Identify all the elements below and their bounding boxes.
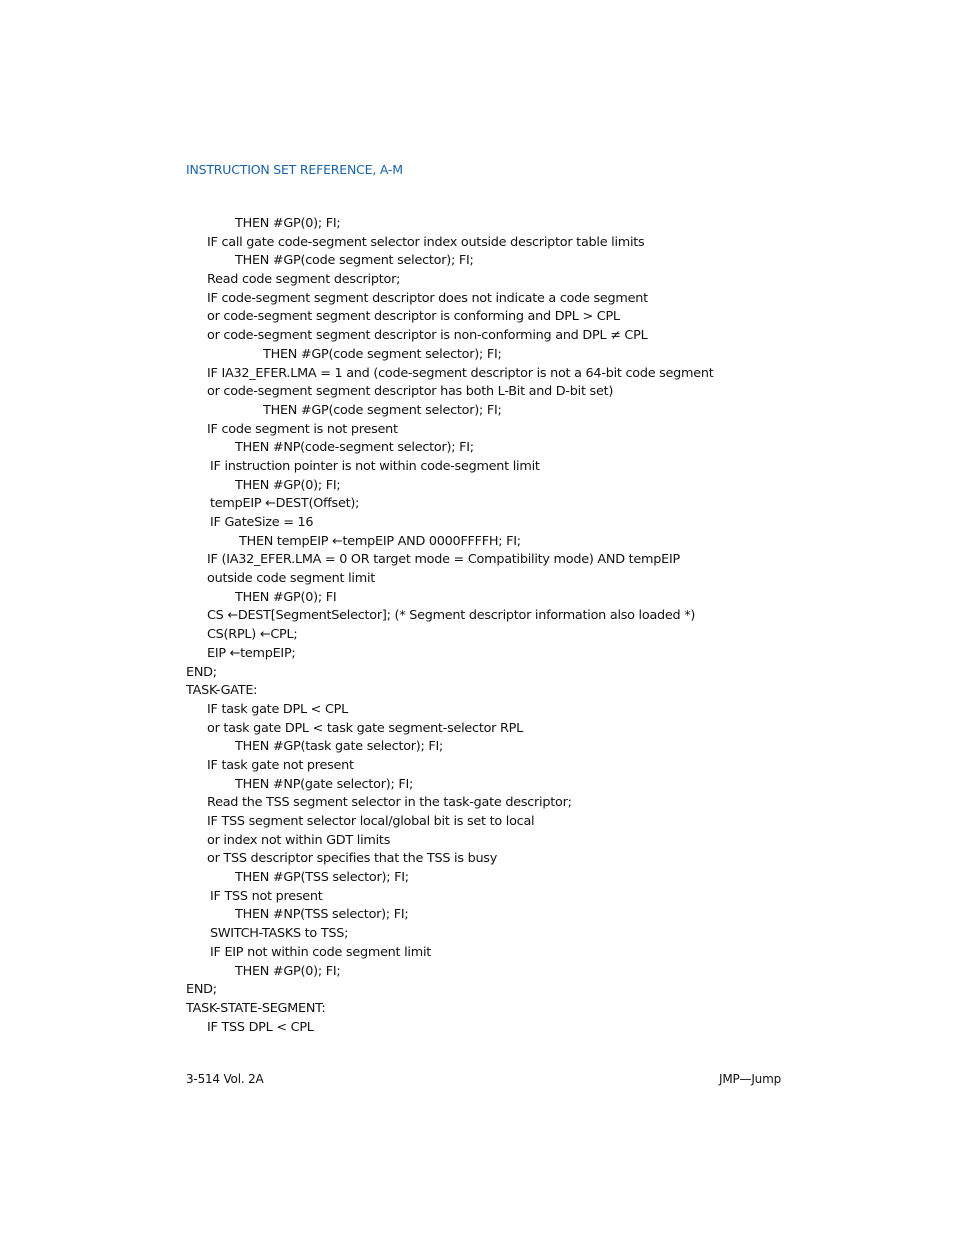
code-line: IF code-segment segment descriptor does not indicate a code segment <box>207 290 648 306</box>
code-line: END; <box>186 982 217 998</box>
code-line: IF code segment is not present <box>207 421 398 437</box>
code-line: outside code segment limit <box>207 571 376 587</box>
code-line: TASK-STATE-SEGMENT: <box>186 1000 326 1016</box>
code-line: THEN #GP(0); FI <box>235 589 337 605</box>
code-line: CS(RPL) ←CPL; <box>207 627 298 643</box>
code-line: or code-segment segment descriptor has both L-Bit and D-bit set) <box>207 384 614 400</box>
code-line: IF TSS DPL < CPL <box>207 1019 314 1035</box>
code-line: or code-segment segment descriptor is conforming and DPL > CPL <box>207 309 620 325</box>
running-header: INSTRUCTION SET REFERENCE, A-M <box>186 162 403 177</box>
code-line: IF GateSize = 16 <box>210 515 314 530</box>
code-line: THEN #GP(0); FI; <box>235 477 341 493</box>
code-line: Read code segment descriptor; <box>207 272 401 288</box>
code-line: or index not within GDT limits <box>207 832 391 848</box>
code-line: IF instruction pointer is not within code-segment limit <box>210 458 540 474</box>
code-line: tempEIP ←DEST(Offset); <box>210 496 360 512</box>
code-line: SWITCH-TASKS to TSS; <box>210 926 349 942</box>
code-line: IF TSS not present <box>210 888 323 904</box>
code-line: IF EIP not within code segment limit <box>210 944 432 960</box>
pseudocode-block <box>186 215 786 1037</box>
code-line: THEN #GP(task gate selector); FI; <box>235 739 444 755</box>
code-line: THEN #GP(code segment selector); FI; <box>263 346 502 362</box>
code-line: or code-segment segment descriptor is non-conforming and DPL ≠ CPL <box>207 328 648 344</box>
code-line: IF task gate not present <box>207 757 354 773</box>
code-line: THEN #GP(0); FI; <box>235 216 341 231</box>
code-line: IF (IA32_EFER.LMA = 0 OR target mode = Compatibility mode) AND tempEIP <box>207 552 680 568</box>
code-line: THEN #NP(gate selector); FI; <box>235 776 414 792</box>
code-line: or TSS descriptor specifies that the TSS is busy <box>207 851 498 867</box>
code-line: THEN #GP(0); FI; <box>235 963 341 979</box>
code-line: END; <box>186 664 217 680</box>
code-line: CS ←DEST[SegmentSelector]; (* Segment descriptor information also loaded *) <box>207 608 696 624</box>
code-line: THEN #GP(code segment selector); FI; <box>235 253 474 269</box>
code-line: IF call gate code-segment selector index outside descriptor table limits <box>207 234 645 250</box>
code-line: IF task gate DPL < CPL <box>207 701 348 717</box>
code-line: EIP ←tempEIP; <box>207 645 296 661</box>
code-line: Read the TSS segment selector in the task-gate descriptor; <box>207 795 572 811</box>
code-line: TASK-GATE: <box>186 683 258 699</box>
code-line: THEN #NP(TSS selector); FI; <box>235 907 409 923</box>
code-line: THEN #NP(code-segment selector); FI; <box>235 440 474 456</box>
code-line: IF TSS segment selector local/global bit is set to local <box>207 814 535 829</box>
footer-page-number: 3-514 Vol. 2A <box>186 1072 264 1086</box>
code-line: THEN #GP(code segment selector); FI; <box>263 402 502 418</box>
footer-section-title: JMP—Jump <box>719 1072 781 1086</box>
code-line: or task gate DPL < task gate segment-selector RPL <box>207 720 523 736</box>
code-line: THEN #GP(TSS selector); FI; <box>235 870 409 886</box>
code-line: IF IA32_EFER.LMA = 1 and (code-segment descriptor is not a 64-bit code segment <box>207 365 714 381</box>
code-line: THEN tempEIP ←tempEIP AND 0000FFFFH; FI; <box>239 533 521 549</box>
